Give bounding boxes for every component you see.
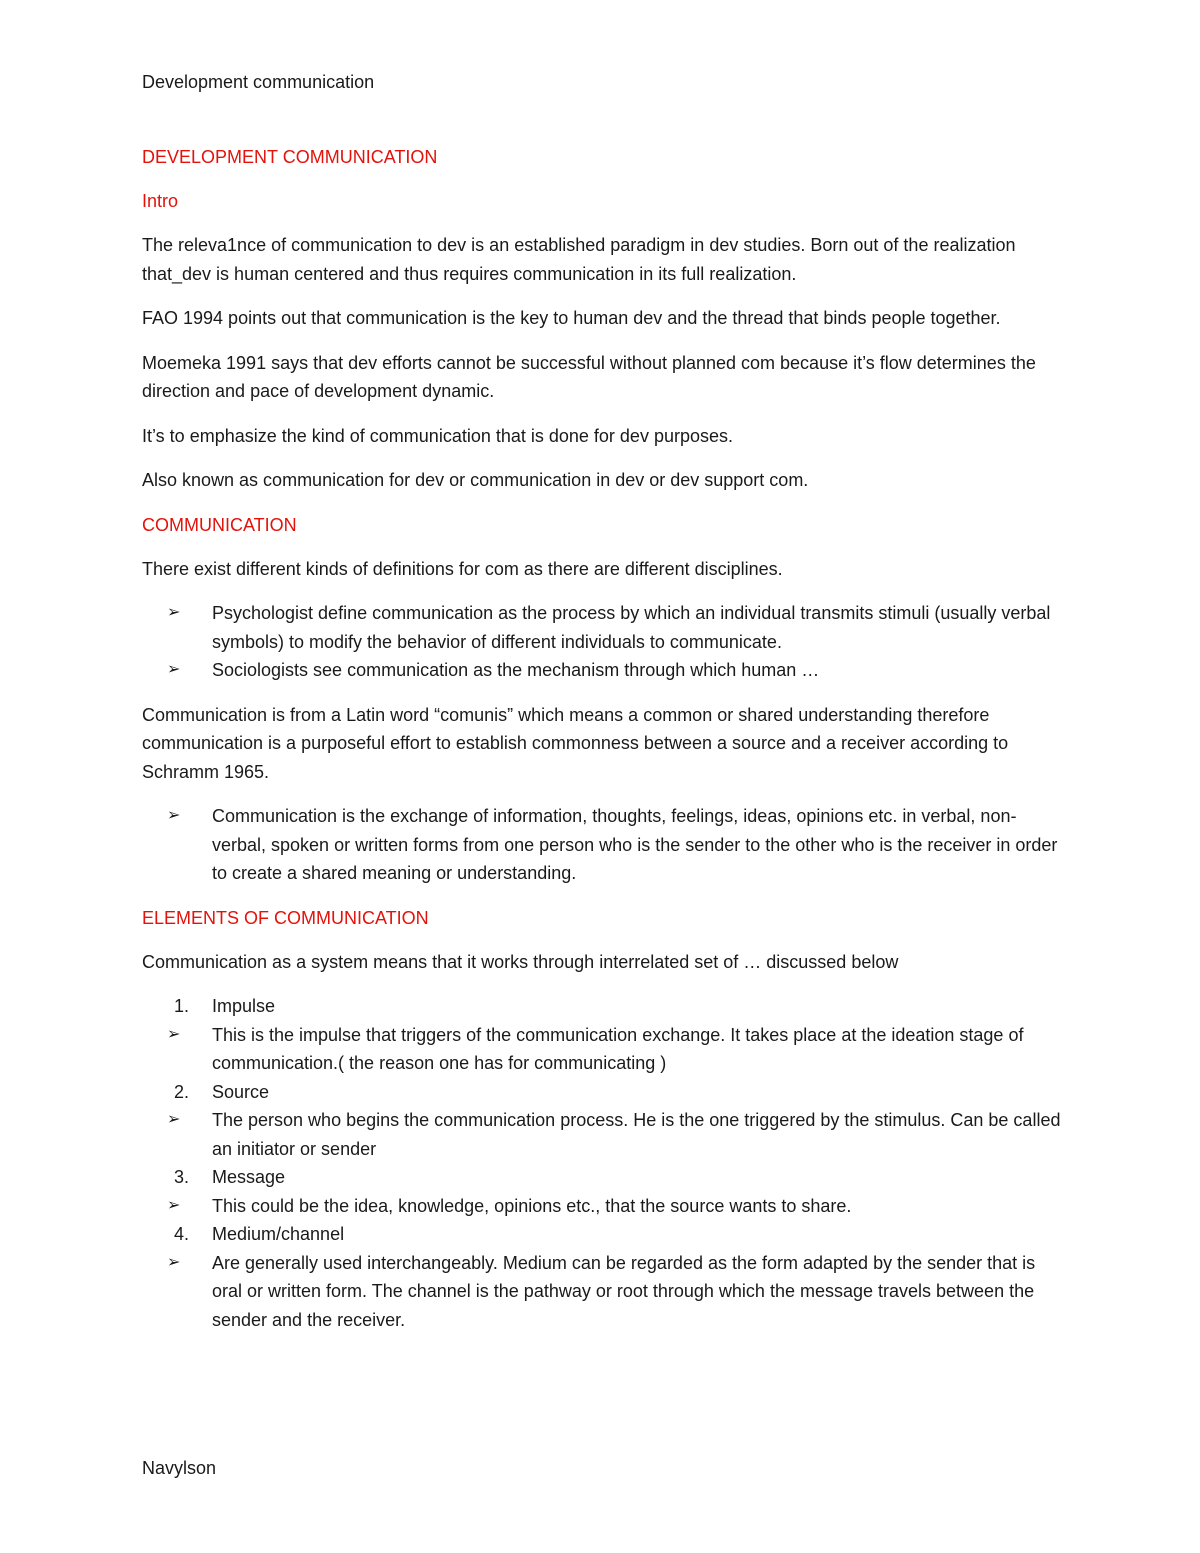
item-name: Message	[212, 1167, 286, 1187]
definitions-bullet-list	[142, 599, 1062, 685]
item-number: 2.	[174, 1081, 190, 1102]
list-item	[142, 656, 1062, 685]
elements-heading: ELEMENTS OF COMMUNICATION	[142, 907, 429, 928]
list-item-text: Psychologist define communication as the process by which an individual transmits stimuli (usually verbal symbols) to modify the behavior of different individuals to communicate.	[212, 603, 1051, 652]
numbered-item	[142, 992, 1062, 1021]
arrow-bullet-icon: ➢	[167, 1111, 181, 1128]
communication-heading: COMMUNICATION	[142, 514, 297, 535]
item-number: 1.	[174, 996, 190, 1016]
intro-paragraph: Also known as communication for dev or communication in dev or dev support com.	[142, 470, 809, 490]
document-title: DEVELOPMENT COMMUNICATION	[142, 147, 438, 167]
item-number: 3.	[174, 1167, 190, 1187]
elements-paragraph: Communication as a system means that it works through interrelated set of … discussed below	[142, 951, 899, 972]
communication-paragraph: Communication is from a Latin word “comunis” which means a common or shared understanding therefore communication is a purposeful effort to establish commonness between a source and a receiver according to Schramm 1965.	[142, 704, 1009, 782]
item-name: Impulse	[212, 996, 276, 1016]
list-item-text: Sociologists see communication as the mechanism through which human …	[212, 660, 820, 680]
intro-paragraph: The releva1nce of communication to dev is an established paradigm in dev studies. Born out of the realization that_dev is human centered and thus requires communication in its full realization.	[142, 235, 1016, 284]
document-body	[142, 143, 1062, 1350]
list-item	[142, 802, 1062, 888]
item-description: Are generally used interchangeably. Medium can be regarded as the form adapted by the sender that is oral or written form. The channel is the pathway or root through which the message travels between the sender and the receiver.	[212, 1252, 1036, 1330]
communication-paragraph: There exist different kinds of definitions for com as there are different disciplines.	[142, 558, 783, 579]
arrow-bullet-icon: ➢	[167, 1253, 181, 1271]
list-item	[142, 1021, 1062, 1078]
item-description: This could be the idea, knowledge, opinions etc., that the source wants to share.	[212, 1195, 852, 1216]
arrow-bullet-icon: ➢	[167, 1025, 181, 1043]
numbered-item	[142, 1078, 1062, 1107]
intro-paragraph: FAO 1994 points out that communication is the key to human dev and the thread that binds people together.	[142, 308, 1001, 328]
arrow-bullet-icon: ➢	[167, 604, 181, 621]
list-item	[142, 1106, 1062, 1163]
definition-bullet-list	[142, 802, 1062, 888]
list-item	[142, 1192, 1062, 1221]
item-number: 4.	[174, 1224, 190, 1244]
page-header: Development communication	[142, 72, 375, 92]
item-description: The person who begins the communication process. He is the one triggered by the stimulus. Can be called an initiator or sender	[212, 1110, 1061, 1159]
arrow-bullet-icon: ➢	[167, 1196, 181, 1214]
numbered-item	[142, 1163, 1062, 1192]
item-name: Source	[212, 1081, 270, 1102]
arrow-bullet-icon: ➢	[167, 661, 181, 678]
intro-heading: Intro	[142, 191, 179, 211]
numbered-item	[142, 1220, 1062, 1249]
list-item	[142, 599, 1062, 656]
arrow-bullet-icon: ➢	[167, 807, 181, 824]
elements-list	[142, 992, 1062, 1334]
item-description: This is the impulse that triggers of the communication exchange. It takes place at the ideation stage of communication.( the reason one has for communicating )	[212, 1024, 1024, 1073]
item-name: Medium/channel	[212, 1224, 345, 1244]
page-footer: Navylson	[142, 1458, 217, 1478]
intro-paragraph: Moemeka 1991 says that dev efforts cannot be successful without planned com because it’s flow determines the direction and pace of development dynamic.	[142, 352, 1036, 401]
list-item	[142, 1249, 1062, 1335]
list-item-text: Communication is the exchange of information, thoughts, feelings, ideas, opinions etc. in verbal, non-verbal, spoken or written forms from one person who is the sender to the other who is the receiver in order to create a shared meaning or understanding.	[212, 806, 1058, 883]
intro-paragraph: It’s to emphasize the kind of communication that is done for dev purposes.	[142, 425, 733, 446]
